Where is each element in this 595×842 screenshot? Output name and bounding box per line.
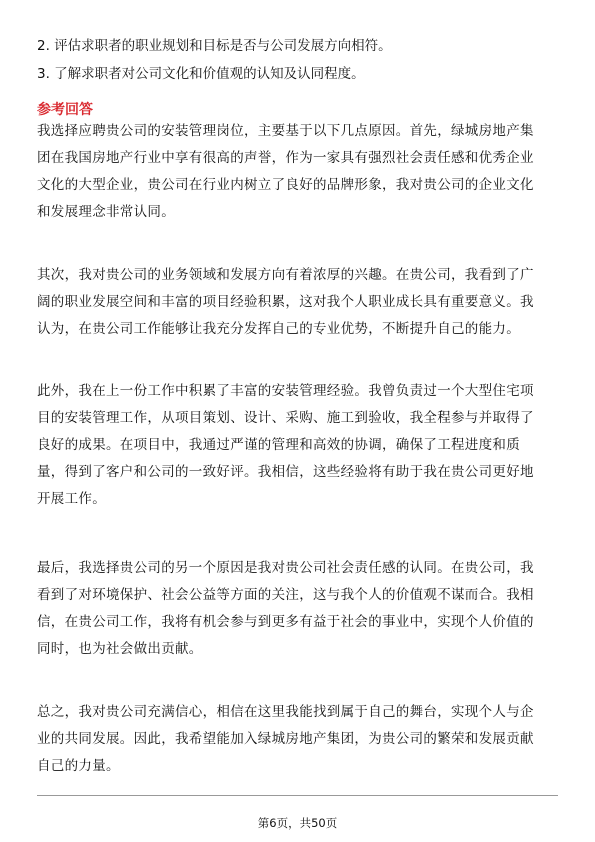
paragraph-4 xyxy=(37,555,558,663)
paragraph-2 xyxy=(37,262,558,343)
paragraph-line: 阔的职业发展空间和丰富的项目经验积累，这对我个人职业成长具有重要意义。我 xyxy=(37,294,534,310)
paragraph-line: 自己的力量。 xyxy=(37,758,120,774)
paragraph-line: 业的共同发展。因此，我希望能加入绿城房地产集团，为贵公司的繁荣和发展贡献 xyxy=(37,731,534,747)
page-number: 第6页，共50页 xyxy=(257,816,338,830)
footer-divider xyxy=(37,795,558,796)
paragraph-line: 目的安装管理工作，从项目策划、设计、采购、施工到验收，我全程参与并取得了 xyxy=(37,410,534,426)
paragraph-line: 其次，我对贵公司的业务领域和发展方向有着浓厚的兴趣。在贵公司，我看到了广 xyxy=(37,267,534,283)
paragraph-line: 和发展理念非常认同。 xyxy=(37,204,175,220)
section-title: 参考回答 xyxy=(37,102,93,118)
paragraph-line: 最后，我选择贵公司的另一个原因是我对贵公司社会责任感的认同。在贵公司，我 xyxy=(37,560,534,576)
paragraph-5 xyxy=(37,699,558,780)
paragraph-line: 认为，在贵公司工作能够让我充分发挥自己的专业优势，不断提升自己的能力。 xyxy=(37,321,520,337)
paragraph-line: 信，在贵公司工作，我将有机会参与到更多有益于社会的事业中，实现个人价值的 xyxy=(37,614,534,630)
list-item-3: 3. 了解求职者对公司文化和价值观的认知及认同程度。 xyxy=(37,66,365,82)
paragraph-line: 总之，我对贵公司充满信心，相信在这里我能找到属于自己的舞台，实现个人与企 xyxy=(37,704,534,720)
paragraph-3 xyxy=(37,378,558,513)
paragraph-line: 我选择应聘贵公司的安装管理岗位，主要基于以下几点原因。首先，绿城房地产集 xyxy=(37,123,534,139)
paragraph-line: 看到了对环境保护、社会公益等方面的关注，这与我个人的价值观不谋而合。我相 xyxy=(37,587,534,603)
paragraph-line: 团在我国房地产行业中享有很高的声誉，作为一家具有强烈社会责任感和优秀企业 xyxy=(37,150,534,166)
paragraph-1 xyxy=(37,118,558,226)
paragraph-line: 良好的成果。在项目中，我通过严谨的管理和高效的协调，确保了工程进度和质 xyxy=(37,437,520,453)
list-item-2: 2. 评估求职者的职业规划和目标是否与公司发展方向相符。 xyxy=(37,38,392,54)
paragraph-line: 量，得到了客户和公司的一致好评。我相信，这些经验将有助于我在贵公司更好地 xyxy=(37,464,534,480)
paragraph-line: 开展工作。 xyxy=(37,491,106,507)
paragraph-line: 同时，也为社会做出贡献。 xyxy=(37,641,203,657)
paragraph-line: 此外，我在上一份工作中积累了丰富的安装管理经验。我曾负责过一个大型住宅项 xyxy=(37,383,534,399)
paragraph-line: 文化的大型企业，贵公司在行业内树立了良好的品牌形象，我对贵公司的企业文化 xyxy=(37,177,534,193)
